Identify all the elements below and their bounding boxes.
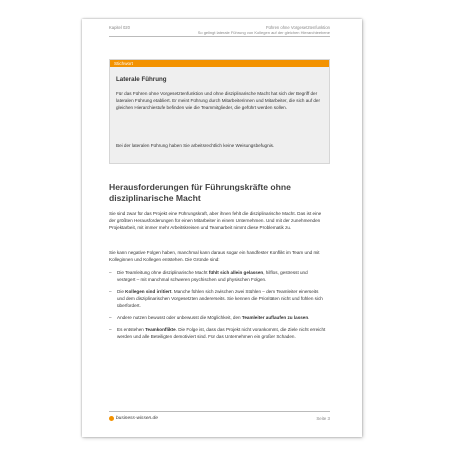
chapter-label: Kapitel 020 (109, 25, 130, 30)
header-divider (109, 36, 330, 37)
keyword-text: Für das Führen ohne Vorgesetztenfunktion und ohne disziplinarische Macht hat sich der Begriff der lateralen Führung etabliert. Er meint Führung durch Mitarbeiterinnen und Mitarbeiter, die sich auf der gleichen Hierarchiestufe befinden wie die Teammitglieder, die geführt werden sollen. (116, 91, 321, 111)
logo-text: business-wissen.de (116, 416, 158, 421)
paragraph-1: Sie sind zwar für das Projekt eine Führungskraft, aber ihnen fehlt die disziplinarische Macht. Das ist eine der größten Herausforderungen für einen Mitarbeiter in einem Unternehmen. Und mit der zunehmenden Projektarbeit, mit immer mehr Arbeitskreisen und Teamarbeit nimmt diese Problematik zu. (109, 211, 322, 231)
footer-divider (109, 411, 330, 412)
dash-marker: – (109, 326, 112, 332)
list-item (109, 314, 327, 321)
header-subtitle: So gelingt laterale Führung von Kollegen auf der gleichen Hierarchieebene (197, 30, 330, 35)
keyword-tag: Stichwort (114, 61, 133, 66)
header-title: Führen ohne Vorgesetztenfunktion (265, 25, 330, 30)
list-item-text: Die (117, 288, 126, 294)
keyword-box (109, 59, 330, 164)
list-item-text: . (308, 315, 310, 321)
section-heading: Herausforderungen für Führungskräfte ohne disziplinarische Macht (109, 182, 291, 203)
keyword-title: Laterale Führung (116, 76, 167, 83)
list-item (109, 288, 327, 310)
list-item (109, 269, 327, 283)
footer-logo (109, 416, 158, 422)
list-item-text: . Die Folge ist, dass das Projekt nicht vorankommt, die Ziele nicht erreicht werden und alle Beteiligten demotiviert sind. Für das Unternehmen ein großer Schaden. (117, 326, 326, 339)
page-number: Seite 3 (316, 416, 330, 421)
paragraph-2: Sie kann negative Folgen haben, manchmal kann daraus sogar ein handfester Konflikt im Team und mit Kolleginnen und Kollegen entstehen. Die Gründe sind: (109, 250, 320, 263)
list-item-text: Die Teamleitung ohne disziplinarische Macht (117, 270, 209, 275)
keyword-box-bar (110, 60, 329, 67)
list-item-bold: Kollegen sind irritiert (125, 288, 172, 294)
list-item-text: Es entstehen (117, 326, 146, 332)
dash-marker: – (109, 270, 112, 275)
list-item-text: , hilflos, gestresst und verärgert – mit manchmal schweren psychischen und physischen Folgen. (117, 270, 308, 283)
list-item-bold: Teamkonflikte (145, 326, 176, 332)
list-item-bold: Teamleiter auflaufen zu lassen (241, 315, 309, 321)
keyword-note: Bei der lateralen Führung haben Sie arbeitsrechtlich keine Weisungsbefugnis. (116, 143, 275, 148)
logo-dot-icon (109, 416, 114, 421)
list-item-bold: fühlt sich allein gelassen (208, 270, 264, 275)
dash-marker: – (109, 288, 112, 294)
document-page (82, 19, 362, 437)
list-item (109, 326, 327, 340)
dash-marker: – (109, 315, 112, 321)
list-item-text: . Manche fühlen sich zwischen zwei Stühlen – dem Teamleiter einerseits und dem disziplinarischen Vorgesetzten andererseits. Sie kennen die Prioritäten nicht und fühlen sich überfordert. (117, 288, 323, 309)
list-item-text: Andere nutzen bewusst oder unbewusst die Möglichkeit, den (117, 315, 242, 321)
reasons-list (109, 269, 327, 345)
